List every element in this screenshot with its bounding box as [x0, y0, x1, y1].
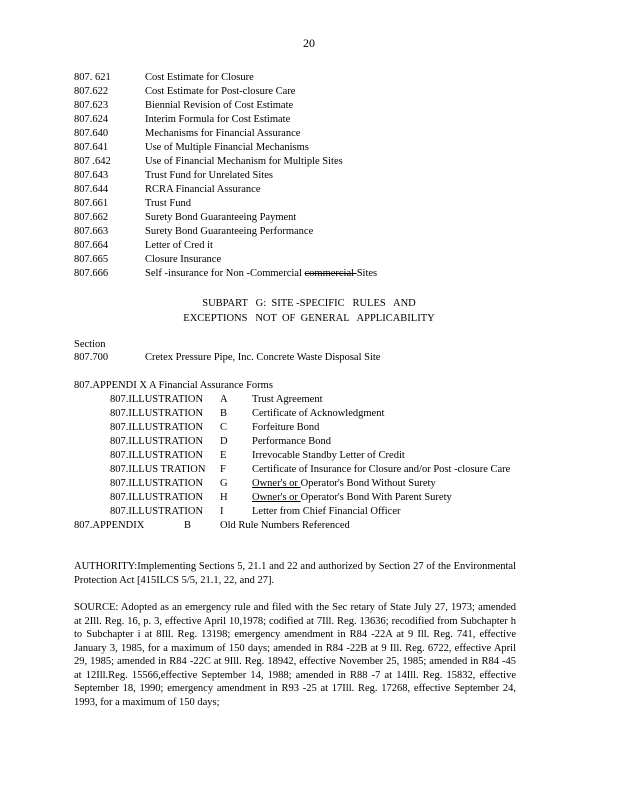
- toc-row: [74, 211, 377, 225]
- illustration-title: Forfeiture Bond: [252, 422, 320, 433]
- illustration-letter: H: [220, 492, 228, 503]
- illustration-row: [74, 449, 522, 463]
- toc-number: 807 .642: [74, 156, 111, 167]
- toc-title: [145, 267, 377, 281]
- toc-title: Trust Fund: [145, 198, 192, 209]
- illustration-letter: E: [220, 450, 227, 461]
- toc-number: 807.640: [74, 128, 109, 139]
- section-number: 807.700: [74, 352, 109, 363]
- illustration-id: 807.ILLUSTRATION: [110, 506, 204, 517]
- toc-title: Surety Bond Guaranteeing Payment: [145, 212, 297, 223]
- illustration-title: Certificate of Acknowledgment: [252, 408, 385, 419]
- illustration-row: [74, 463, 522, 477]
- illustration-title-rest: Operator's Bond Without Surety: [300, 478, 436, 489]
- toc-row: [74, 197, 377, 211]
- toc-number: 807.662: [74, 212, 109, 223]
- toc-number: 807.622: [74, 86, 109, 97]
- section-row: [74, 351, 380, 365]
- subpart-line-2: EXCEPTIONS NOT OF GENERAL APPLICABILITY: [183, 313, 435, 324]
- illustration-row: [74, 477, 522, 491]
- illustration-title-rest: Operator's Bond With Parent Surety: [300, 492, 452, 503]
- illustration-id: 807.ILLUSTRATION: [110, 478, 204, 489]
- toc-number: 807.623: [74, 100, 109, 111]
- illustration-title: [252, 477, 522, 491]
- toc-title: Biennial Revision of Cost Estimate: [145, 100, 294, 111]
- toc-title: Letter of Cred it: [145, 240, 213, 251]
- toc-row: [74, 113, 377, 127]
- appendix-a: [74, 379, 522, 533]
- toc-row: [74, 169, 377, 183]
- toc-number: 807.665: [74, 254, 109, 265]
- illustration-title: Trust Agreement: [252, 394, 323, 405]
- toc-number: 807. 621: [74, 72, 111, 83]
- toc-title: Use of Multiple Financial Mechanisms: [145, 142, 309, 153]
- underlined-text: Owner's or: [252, 478, 301, 489]
- illustration-id: 807.ILLUS TRATION: [110, 464, 206, 475]
- struck-text: commercial: [304, 268, 357, 279]
- toc-row: [74, 99, 377, 113]
- toc-number: 807.644: [74, 184, 109, 195]
- illustration-row: [74, 421, 522, 435]
- appendix-b-row: [74, 519, 522, 533]
- illustration-letter: G: [220, 478, 228, 489]
- appendix-b-title: Old Rule Numbers Referenced: [220, 520, 350, 531]
- toc-title-part: Sites: [356, 268, 378, 279]
- source-paragraph: SOURCE: Adopted as an emergency rule and filed with the Sec retary of State July 27, 1973; amended at 2Ill. Reg. 16, p. 3, effective April 10,1978; codified at 7Ill. Reg. 13636; recodified from Subchapter h to Subchapter i at 8Ill. Reg. 13198; emergency amendment in R84 -22A at 9 Ill. Reg. 741, effective January 3, 1985, for a maximum of 150 days; amended in R84 -22B at 9 Ill. Reg. 6722, effective April 29, 1985; amended in R84 -22C at 9Ill. Reg. 18942, effective November 25, 1985; amended in R84 -45 at 12Ill.Reg. 15566,effective September 14, 1988; amended in R88 -7 at 14Ill. Reg. 15832, effective September 18, 1990; emergency amendment in R93 -25 at 17Ill. Reg. 17268, effective September 24, 1993, for a maximum of 150 days;: [74, 602, 516, 708]
- appendix-b-id: 807.APPENDIX: [74, 520, 145, 531]
- illustration-id: 807.ILLUSTRATION: [110, 422, 204, 433]
- toc-title: Surety Bond Guaranteeing Performance: [145, 226, 314, 237]
- toc-title-part: Self -insurance for Non -Commercial: [145, 268, 305, 279]
- authority-paragraph: AUTHORITY:Implementing Sections 5, 21.1 and 22 and authorized by Section 27 of the Environmental Protection Act [415ILCS 5/5, 21.1, 22, and 27].: [74, 561, 516, 586]
- toc-number: 807.641: [74, 142, 109, 153]
- toc-title: Cost Estimate for Closure: [145, 72, 254, 83]
- toc-number: 807.663: [74, 226, 109, 237]
- illustration-title: Irrevocable Standby Letter of Credit: [252, 450, 405, 461]
- illustration-letter: A: [220, 394, 228, 405]
- toc-row: [74, 155, 377, 169]
- illustration-row: [74, 393, 522, 407]
- toc-row: [74, 239, 377, 253]
- toc-number: 807.661: [74, 198, 109, 209]
- toc-title: Trust Fund for Unrelated Sites: [145, 170, 273, 181]
- illustration-title: Certificate of Insurance for Closure and/or Post -closure Care: [252, 464, 511, 475]
- toc-row: [74, 267, 377, 281]
- toc-title: Closure Insurance: [145, 254, 222, 265]
- subpart-heading: [0, 296, 618, 326]
- section-label: Section: [74, 339, 106, 350]
- illustration-id: 807.ILLUSTRATION: [110, 436, 204, 447]
- illustration-letter: D: [220, 436, 228, 447]
- toc-row: [74, 183, 377, 197]
- underlined-text: Owner's or: [252, 492, 301, 503]
- toc-row: [74, 253, 377, 267]
- toc-row: [74, 71, 377, 85]
- page-number: 20: [303, 36, 315, 50]
- appendix-a-heading: 807.APPENDI X A Financial Assurance Forms: [74, 380, 273, 391]
- illustration-title: [252, 491, 522, 505]
- toc-title: RCRA Financial Assurance: [145, 184, 261, 195]
- toc-row: [74, 225, 377, 239]
- subpart-line-1: SUBPART G: SITE -SPECIFIC RULES AND: [202, 298, 416, 309]
- table-of-contents: [74, 71, 377, 281]
- toc-title: Interim Formula for Cost Estimate: [145, 114, 291, 125]
- toc-number: 807.624: [74, 114, 109, 125]
- illustration-letter: F: [220, 464, 226, 475]
- toc-number: 807.666: [74, 268, 109, 279]
- toc-title: Cost Estimate for Post-closure Care: [145, 86, 296, 97]
- illustration-letter: C: [220, 422, 228, 433]
- section-title: Cretex Pressure Pipe, Inc. Concrete Waste Disposal Site: [145, 352, 381, 363]
- illustration-id: 807.ILLUSTRATION: [110, 394, 204, 405]
- illustration-row: [74, 407, 522, 421]
- illustration-title: Performance Bond: [252, 436, 332, 447]
- illustration-id: 807.ILLUSTRATION: [110, 492, 204, 503]
- toc-number: 807.643: [74, 170, 109, 181]
- appendix-b-letter: B: [184, 520, 192, 531]
- toc-row: [74, 85, 377, 99]
- illustration-id: 807.ILLUSTRATION: [110, 450, 204, 461]
- toc-row: [74, 141, 377, 155]
- illustration-row: [74, 491, 522, 505]
- toc-title: Use of Financial Mechanism for Multiple Sites: [145, 156, 343, 167]
- illustration-id: 807.ILLUSTRATION: [110, 408, 204, 419]
- illustration-row: [74, 435, 522, 449]
- illustration-row: [74, 505, 522, 519]
- toc-title: Mechanisms for Financial Assurance: [145, 128, 301, 139]
- toc-row: [74, 127, 377, 141]
- illustration-letter: B: [220, 408, 228, 419]
- illustration-letter: I: [220, 506, 224, 517]
- illustration-title: Letter from Chief Financial Officer: [252, 506, 401, 517]
- toc-number: 807.664: [74, 240, 109, 251]
